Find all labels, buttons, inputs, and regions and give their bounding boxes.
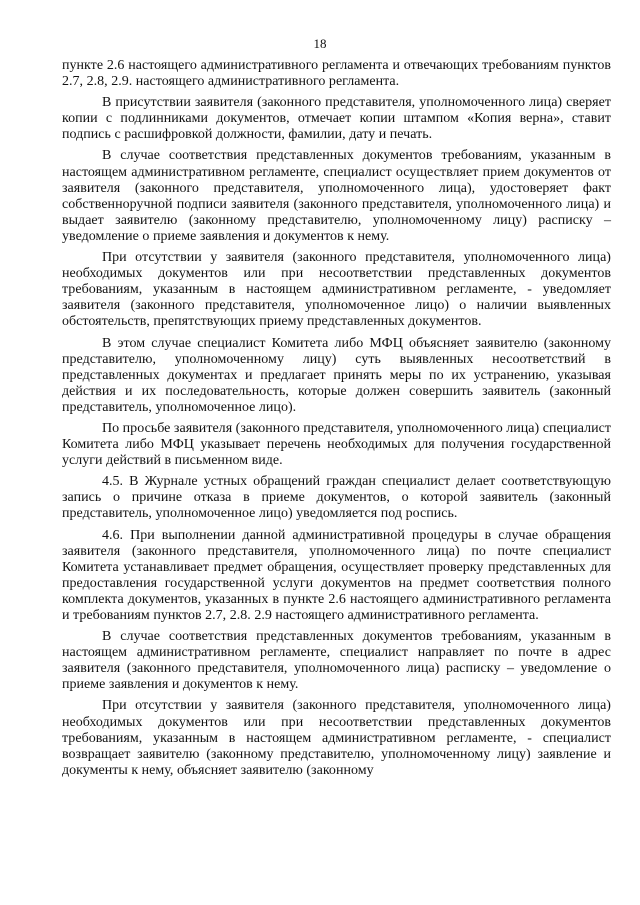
paragraph-documents-accepted: В случае соответствия представленных документов требованиям, указанным в настоящем административном регламенте, специалист осуществляет прием документов от заявителя (законного представителя, уполномоченного лица), удостоверяет факт собственноручной подписи заявителя (законного представителя, уполномоченного лица) и выдает заявителю (законному представителю, уполномоченному лицу) расписку – уведомление о приеме заявления и документов к нему.	[62, 148, 611, 244]
paragraph-copies-verification: В присутствии заявителя (законного представителя, уполномоченного лица) сверяет копии с подлинниками документов, отмечает копии штампом «Копия верна», ставит подпись с расшифровкой должности, фамилии, дату и печать.	[62, 95, 611, 143]
document-body	[62, 58, 611, 779]
paragraph-mail-receipt: В случае соответствия представленных документов требованиям, указанным в настоящем административном регламенте, специалист направляет по почте в адрес заявителя (законного представителя, уполномоченного лица) расписку – уведомление о приеме заявления и документов к нему.	[62, 629, 611, 693]
paragraph-4-5-journal: 4.5. В Журнале устных обращений граждан специалист делает соответствующую запись о причине отказа в приеме документов, о которой заявитель (законный представитель, уполномоченное лицо) уведомляется под роспись.	[62, 474, 611, 522]
paragraph-missing-documents: При отсутствии у заявителя (законного представителя, уполномоченного лица) необходимых документов или при несоответствии представленных документов требованиям, указанным в настоящем административном регламенте, - уведомляет заявителя (законного представителя, уполномоченное лицо) о наличии выявленных обстоятельств, препятствующих приему представленных документов.	[62, 250, 611, 330]
paragraph-mail-return: При отсутствии у заявителя (законного представителя, уполномоченного лица) необходимых документов или при несоответствии представленных документов требованиям, указанным в настоящем административном регламенте, - специалист возвращает заявителю (законному представителю, уполномоченному лицу) заявление и документы к нему, объясняет заявителю (законному	[62, 698, 611, 778]
paragraph-written-list: По просьбе заявителя (законного представителя, уполномоченного лица) специалист Комитета либо МФЦ указывает перечень необходимых для получения государственной услуги действий в письменном виде.	[62, 420, 611, 469]
page-number: 18	[313, 36, 327, 51]
paragraph-explanation: В этом случае специалист Комитета либо МФЦ объясняет заявителю (законному представителю, уполномоченному лицу) суть выявленных несоответствий в представленных документах и предлагает принять меры по их устранению, указывая действия и их последовательность, которые должен совершить заявитель (законный представитель, уполномоченное лицо).	[62, 335, 611, 415]
paragraph-continuation: пункте 2.6 настоящего административного регламента и отвечающих требованиям пунктов 2.7, 2.8, 2.9. настоящего административного регламента.	[62, 58, 611, 90]
paragraph-4-6-mail: 4.6. При выполнении данной административной процедуры в случае обращения заявителя (законного представителя, уполномоченного лица) по почте специалист Комитета устанавливает предмет обращения, осуществляет проверку представленных для предоставления государственной услуги документов на предмет соответствия полного комплекта документов, указанных в пункте 2.6 настоящего административного регламента и требованиям пунктов 2.7, 2.8. 2.9 настоящего административного регламента.	[62, 527, 611, 623]
